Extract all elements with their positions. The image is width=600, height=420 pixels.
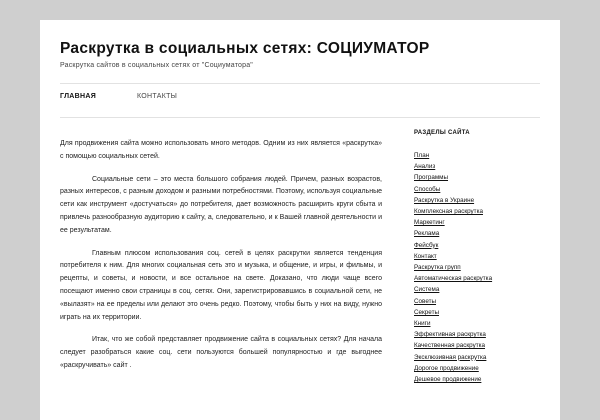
sidebar-item-vkontakte[interactable]: Контакт bbox=[414, 252, 437, 260]
sidebar-item-complex[interactable]: Комплексная раскрутка bbox=[414, 208, 483, 216]
site-title[interactable]: Раскрутка в социальных сетях: СОЦИУМАТОР bbox=[60, 40, 430, 57]
sidebar-item-cheap[interactable]: Дешевое продвижение bbox=[414, 376, 482, 384]
article-paragraph: Главным плюсом использования соц. сетей в целях раскрутки является тенденция потребителя к ним. Для многих социальная сеть это и музыка, и общение, и игры, и фильмы, и рецепты, и советы, и новости, и все остальное на свете. Доказано, что люди чаще всего посещают именно свои страницы в соц. сетях. Они, зарегистрировавшись в социальной сети, не «вылазят» на ее пределы или делают это очень редко. Поэтому, чтобы быть у них на виду, нужно играть на их территории. bbox=[60, 249, 382, 321]
site-description: Раскрутка сайтов в социальных сетях от "Социуматора" bbox=[60, 62, 253, 69]
sidebar-item-facebook[interactable]: Фейсбук bbox=[414, 241, 439, 249]
sidebar-item-effective[interactable]: Эффективная раскрутка bbox=[414, 331, 486, 339]
sidebar-item-books[interactable]: Книги bbox=[414, 320, 431, 328]
sidebar-item-groups[interactable]: Раскрутка групп bbox=[414, 264, 461, 272]
page bbox=[40, 20, 560, 420]
article-content bbox=[60, 138, 382, 383]
article-paragraph: Для продвижения сайта можно использовать много методов. Одним из них является «раскрутка» с помощью социальных сетей. bbox=[60, 140, 382, 160]
sidebar-item-exclusive[interactable]: Эксклюзивная раскрутка bbox=[414, 353, 487, 361]
article-paragraph: Итак, что же собой представляет продвижение сайта в социальных сетях? Для начала следует разобраться какие соц. сети пользуются большей популярностью и где выгоднее «раскручивать» сайт . bbox=[60, 336, 382, 369]
sidebar-item-secrets[interactable]: Секреты bbox=[414, 308, 440, 316]
article-paragraph: Социальные сети – это места большого собрания людей. Причем, разных возрастов, разных интересов, с разным доходом и разными потребностями. Поэтому, используя социальные сети как инструмент «достучаться» до потребителя, дает возможность расширить круги сбыта и привлечь разнообразную аудиторию к сайту, а, следовательно, и к Вашей главной деятельности и ее результатам. bbox=[60, 175, 382, 234]
sidebar-item-automatic[interactable]: Автоматическая раскрутка bbox=[414, 275, 493, 283]
sidebar-title: РАЗДЕЛЫ САЙТА bbox=[414, 130, 470, 136]
sidebar-item-ukraine[interactable]: Раскрутка в Украине bbox=[414, 196, 475, 204]
nav-home[interactable]: ГЛАВНАЯ bbox=[60, 93, 97, 100]
sidebar-item-marketing[interactable]: Маркетинг bbox=[414, 219, 445, 227]
sidebar-item-tips[interactable]: Советы bbox=[414, 297, 437, 305]
sidebar-item-plan[interactable]: План bbox=[414, 152, 430, 159]
nav-contacts[interactable]: КОНТАКТЫ bbox=[137, 93, 178, 100]
sidebar-item-expensive[interactable]: Дорогое продвижение bbox=[414, 364, 479, 372]
sidebar-item-methods[interactable]: Способы bbox=[414, 185, 441, 193]
sidebar-item-programs[interactable]: Программы bbox=[414, 174, 449, 182]
sidebar-item-advertising[interactable]: Реклама bbox=[414, 230, 440, 238]
sidebar-item-analysis[interactable]: Анализ bbox=[414, 163, 436, 171]
sidebar-item-system[interactable]: Система bbox=[414, 286, 440, 294]
sidebar bbox=[414, 130, 544, 385]
sidebar-item-quality[interactable]: Качественная раскрутка bbox=[414, 342, 486, 350]
main-nav bbox=[60, 83, 540, 118]
